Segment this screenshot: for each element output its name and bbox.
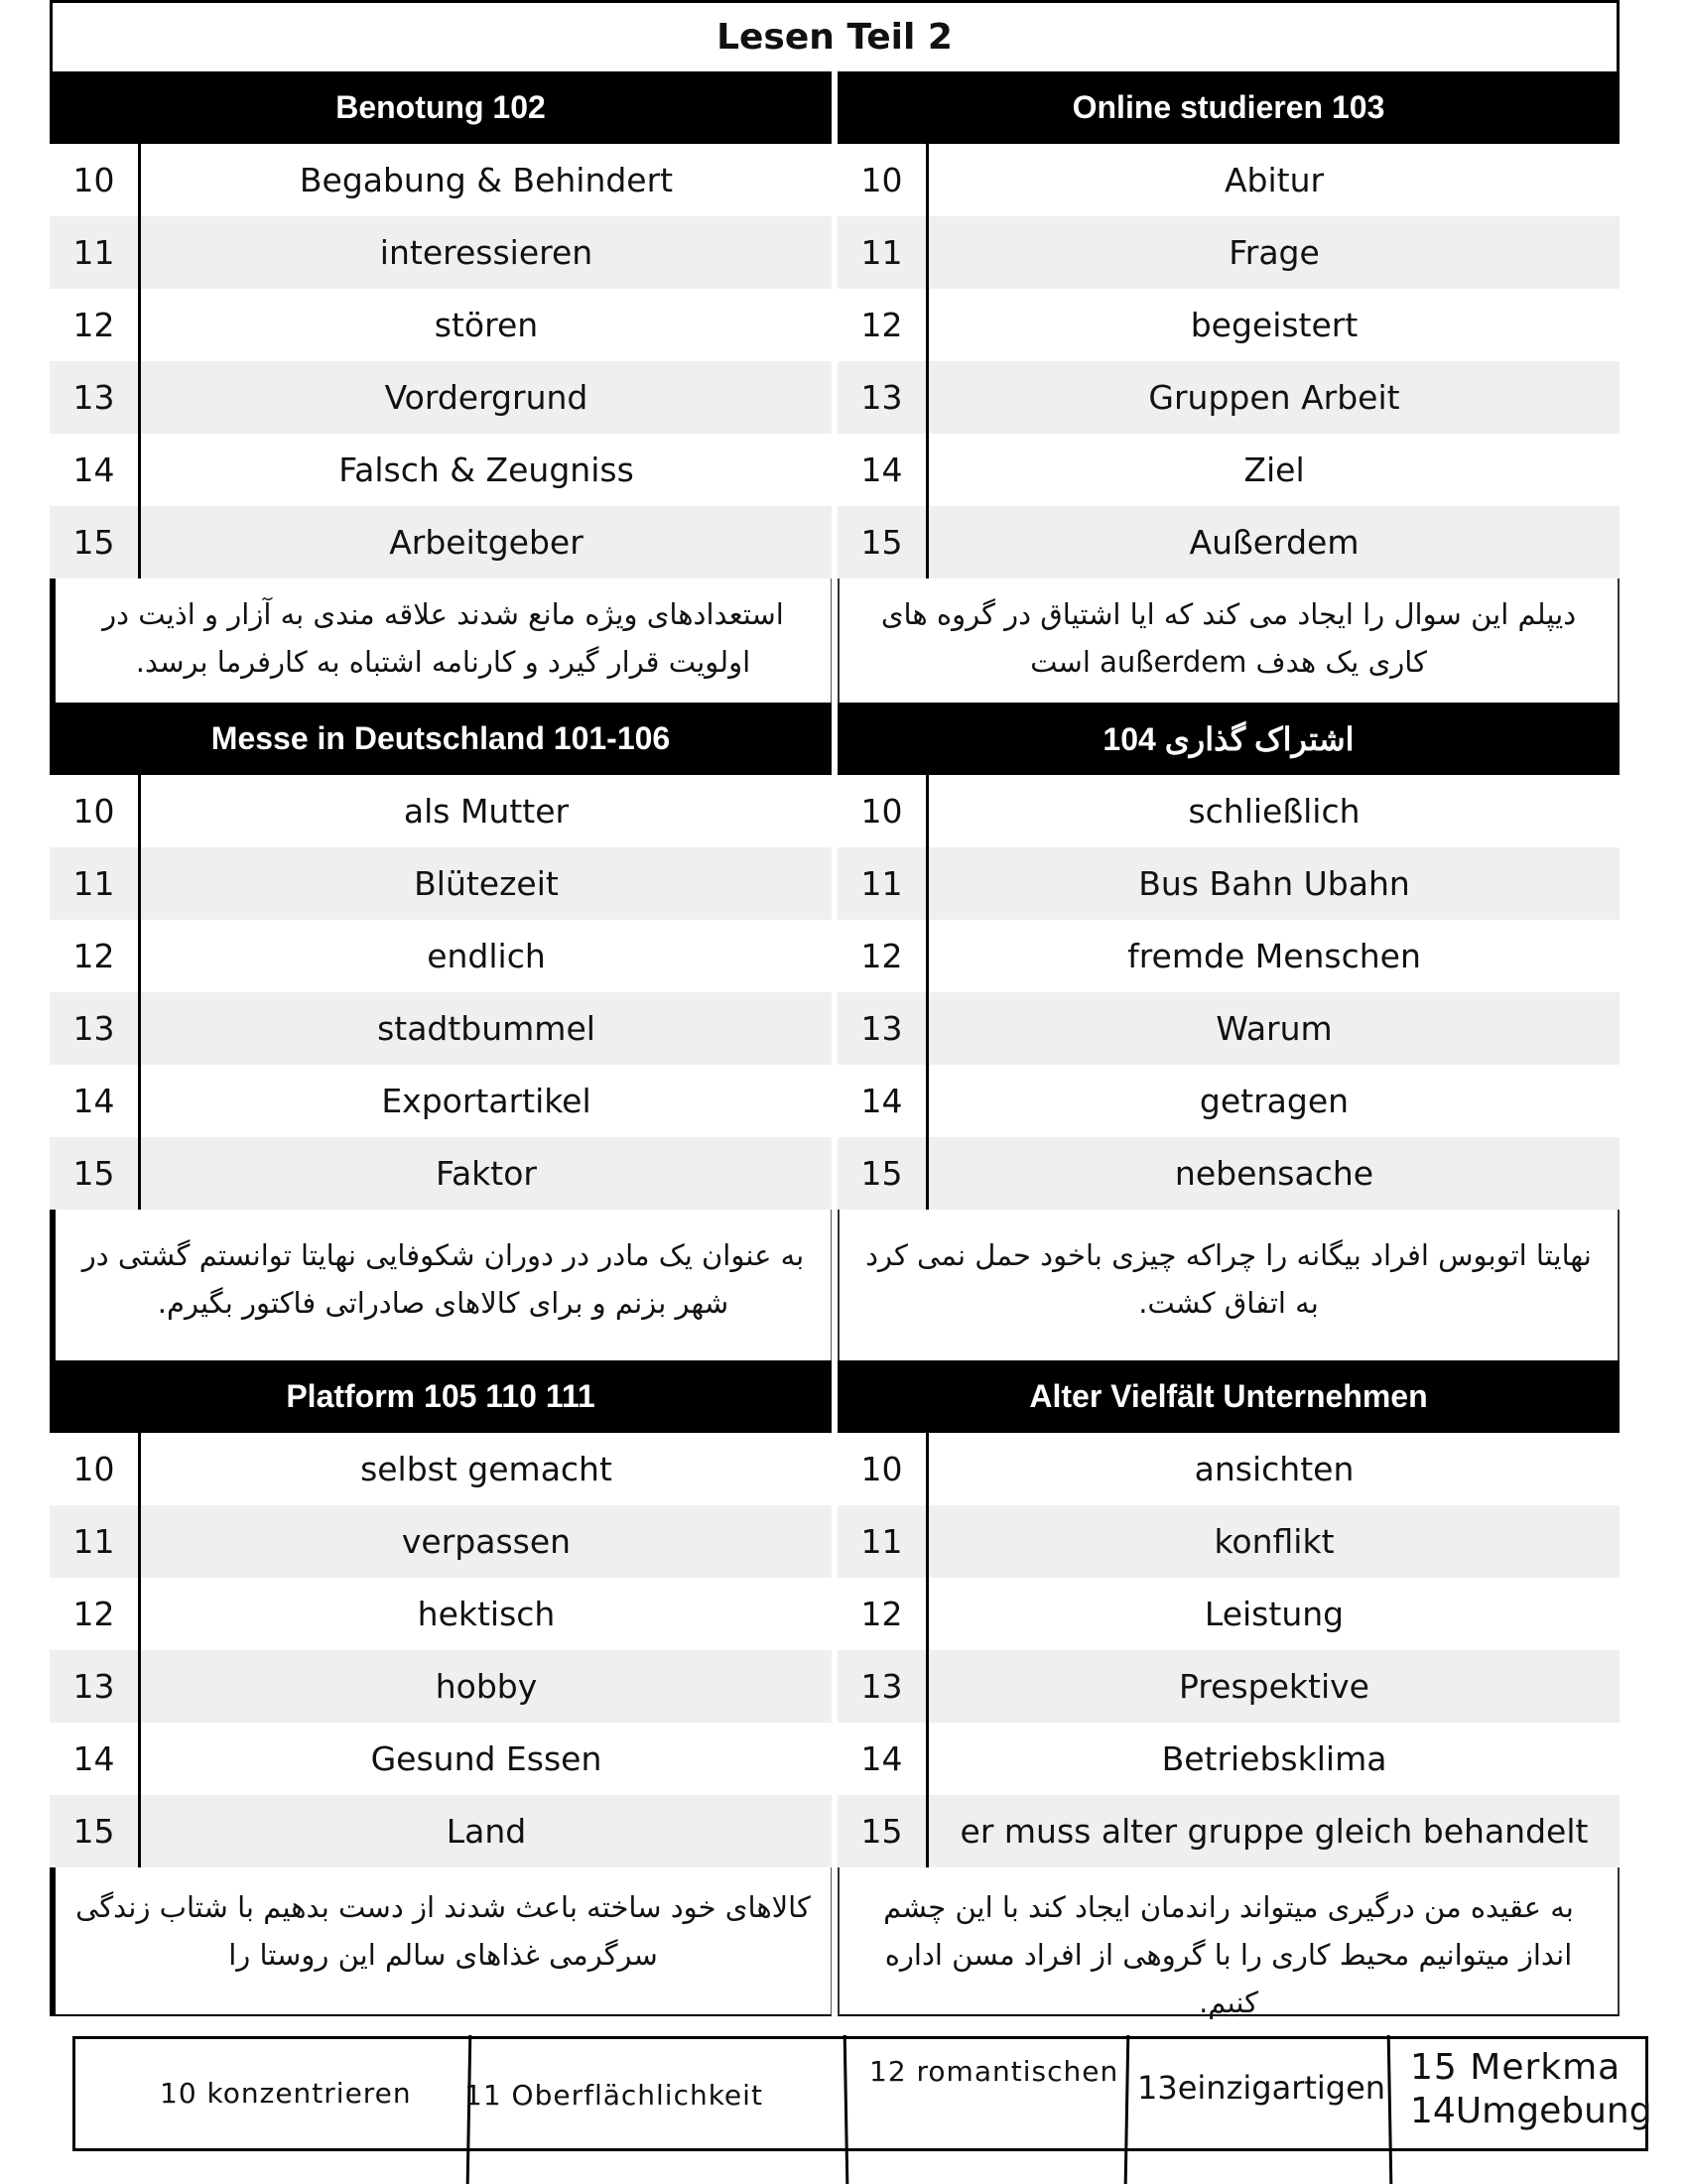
table-row: [838, 1578, 1620, 1650]
section-row-3: [50, 1360, 1620, 2019]
row-word: stadtbummel: [377, 1009, 595, 1048]
table-row: [50, 1065, 832, 1137]
table-row: [838, 361, 1620, 434]
section-note: به عنوان یک مادر در دوران شکوفایی نهایتا توانستم گشتی در شهر بزنم و برای کالاهای صادراتی فاکتور بگیرم.: [50, 1210, 832, 1360]
row-word: Warum: [1216, 1009, 1333, 1048]
row-number: 10: [50, 1433, 141, 1505]
row-number: 14: [50, 434, 141, 506]
row-word: Bus Bahn Ubahn: [1138, 864, 1410, 903]
row-word: Arbeitgeber: [389, 523, 584, 562]
row-word: Gesund Essen: [370, 1739, 602, 1778]
table-row: [50, 216, 832, 289]
footer-answer-14: 14Umgebung: [1410, 2091, 1652, 2131]
row-word: Frage: [1229, 233, 1320, 272]
section-header: Platform 105 110 111: [50, 1360, 832, 1433]
row-word: Exportartikel: [381, 1082, 591, 1120]
table-row: [50, 1578, 832, 1650]
row-number: 10: [838, 144, 929, 216]
row-number: 12: [838, 920, 929, 992]
table-row: [50, 1650, 832, 1723]
footer-answer-15: 15 Merkma: [1410, 2047, 1622, 2088]
section-note: کالاهای خود ساخته باعث شدند از دست بدهیم با شتاب زندگی سرگرمی غذاهای سالم این روستا را: [50, 1867, 832, 2016]
footer-answer-11: 11 Oberflächlichkeit: [464, 2079, 763, 2112]
footer-answer-13: 13einzigartigen: [1137, 2069, 1386, 2107]
row-number: 11: [838, 847, 929, 920]
row-number: 11: [838, 1505, 929, 1578]
row-number: 11: [50, 1505, 141, 1578]
footer-divider: [1124, 2035, 1130, 2184]
row-word: Begabung & Behindert: [299, 161, 674, 199]
row-word: verpassen: [401, 1522, 572, 1561]
table-row: [838, 1723, 1620, 1795]
table-row: [838, 992, 1620, 1065]
row-number: 13: [50, 992, 141, 1065]
row-word: Gruppen Arbeit: [1148, 378, 1400, 417]
table-row: [838, 434, 1620, 506]
table-row: [838, 1795, 1620, 1867]
row-number: 10: [50, 775, 141, 847]
footer-divider: [844, 2035, 849, 2184]
table-row: [50, 1137, 832, 1210]
section-benotung: [50, 71, 832, 703]
row-word: fremde Menschen: [1127, 937, 1421, 975]
row-number: 15: [838, 506, 929, 578]
page-title: Lesen Teil 2: [50, 0, 1620, 71]
row-number: 15: [838, 1137, 929, 1210]
section-messe: [50, 703, 832, 1360]
footer-answer-12: 12 romantischen: [869, 2055, 1119, 2088]
row-word: stören: [434, 306, 539, 344]
row-word: getragen: [1199, 1082, 1350, 1120]
row-number: 14: [838, 1065, 929, 1137]
table-row: [50, 847, 832, 920]
table-row: [838, 1650, 1620, 1723]
table-row: [838, 144, 1620, 216]
table-row: [838, 847, 1620, 920]
row-word: ansichten: [1194, 1450, 1355, 1488]
row-word: hobby: [435, 1667, 538, 1706]
row-word: er muss alter gruppe gleich behandelt: [960, 1812, 1589, 1851]
row-word: Faktor: [436, 1154, 537, 1193]
section-row-1: [50, 71, 1620, 703]
row-number: 15: [50, 1137, 141, 1210]
section-row-2: [50, 703, 1620, 1360]
section-header: Online studieren 103: [838, 71, 1620, 144]
row-word: hektisch: [417, 1595, 556, 1633]
table-row: [50, 1723, 832, 1795]
section-header: Messe in Deutschland 101-106: [50, 703, 832, 775]
vocabulary-grid: [50, 71, 1620, 2019]
section-note: نهایتا اتوبوس افراد بیگانه را چراکه چیزی باخود حمل نمی کرد به اتفاق کشت.: [838, 1210, 1620, 1360]
section-note: دیپلم این سوال را ایجاد می کند که ایا اشتیاق در گروه های کاری یک هدف außerdem است: [838, 578, 1620, 703]
section-note: به عقیده من درگیری میتواند راندمان ایجاد کند با این چشم انداز میتوانیم محیط کاری را با گروهی از افراد مسن اداره کنیم.: [838, 1867, 1620, 2016]
row-number: 12: [50, 1578, 141, 1650]
row-word: Leistung: [1204, 1595, 1345, 1633]
footer-answer-box: [72, 2036, 1652, 2151]
row-number: 11: [838, 216, 929, 289]
row-number: 13: [50, 361, 141, 434]
section-header: Benotung 102: [50, 71, 832, 144]
table-row: [838, 1505, 1620, 1578]
section-eshterak: [838, 703, 1620, 1360]
row-number: 12: [50, 920, 141, 992]
row-word: konflikt: [1214, 1522, 1335, 1561]
row-word: begeistert: [1190, 306, 1359, 344]
table-row: [50, 920, 832, 992]
table-row: [838, 289, 1620, 361]
section-alter-vielfalt: [838, 1360, 1620, 2019]
table-row: [50, 361, 832, 434]
row-word: als Mutter: [403, 792, 570, 831]
row-number: 10: [838, 775, 929, 847]
table-row: [50, 1433, 832, 1505]
row-number: 15: [838, 1795, 929, 1867]
row-word: Betriebsklima: [1161, 1739, 1387, 1778]
section-header: اشتراک گذاری 104: [838, 703, 1620, 775]
table-row: [838, 775, 1620, 847]
row-word: Vordergrund: [384, 378, 588, 417]
row-word: Falsch & Zeugniss: [338, 450, 634, 489]
table-row: [838, 216, 1620, 289]
row-number: 13: [50, 1650, 141, 1723]
row-word: interessieren: [379, 233, 593, 272]
row-word: endlich: [427, 937, 546, 975]
row-number: 15: [50, 506, 141, 578]
table-row: [50, 434, 832, 506]
table-row: [838, 1065, 1620, 1137]
row-number: 13: [838, 992, 929, 1065]
row-number: 12: [50, 289, 141, 361]
row-word: selbst gemacht: [360, 1450, 612, 1488]
table-row: [50, 289, 832, 361]
row-number: 14: [838, 1723, 929, 1795]
row-number: 12: [838, 289, 929, 361]
table-row: [50, 506, 832, 578]
row-word: Ziel: [1243, 450, 1305, 489]
row-number: 10: [50, 144, 141, 216]
footer-divider: [1387, 2035, 1393, 2184]
table-row: [50, 144, 832, 216]
row-number: 10: [838, 1433, 929, 1505]
row-word: Abitur: [1224, 161, 1325, 199]
table-row: [50, 1795, 832, 1867]
footer-answer-10: 10 konzentrieren: [160, 2077, 412, 2110]
row-number: 15: [50, 1795, 141, 1867]
section-online-studieren: [838, 71, 1620, 703]
table-row: [838, 506, 1620, 578]
table-row: [838, 1433, 1620, 1505]
row-number: 14: [50, 1065, 141, 1137]
row-number: 13: [838, 1650, 929, 1723]
row-number: 12: [838, 1578, 929, 1650]
section-header: Alter Vielfält Unternehmen: [838, 1360, 1620, 1433]
row-number: 14: [50, 1723, 141, 1795]
row-word: Außerdem: [1189, 523, 1360, 562]
table-row: [50, 775, 832, 847]
table-row: [838, 1137, 1620, 1210]
row-number: 11: [50, 216, 141, 289]
table-row: [50, 1505, 832, 1578]
table-row: [50, 992, 832, 1065]
row-word: nebensache: [1174, 1154, 1374, 1193]
row-number: 14: [838, 434, 929, 506]
table-row: [838, 920, 1620, 992]
row-word: Blütezeit: [414, 864, 559, 903]
row-number: 13: [838, 361, 929, 434]
row-word: schließlich: [1188, 792, 1361, 831]
row-word: Prespektive: [1179, 1667, 1369, 1706]
row-number: 11: [50, 847, 141, 920]
section-note: استعدادهای ویژه مانع شدند علاقه مندی به آزار و اذیت در اولویت قرار گیرد و کارنامه اشتباه به کارفرما برسد.: [50, 578, 832, 703]
row-word: Land: [446, 1812, 527, 1851]
section-platform: [50, 1360, 832, 2016]
